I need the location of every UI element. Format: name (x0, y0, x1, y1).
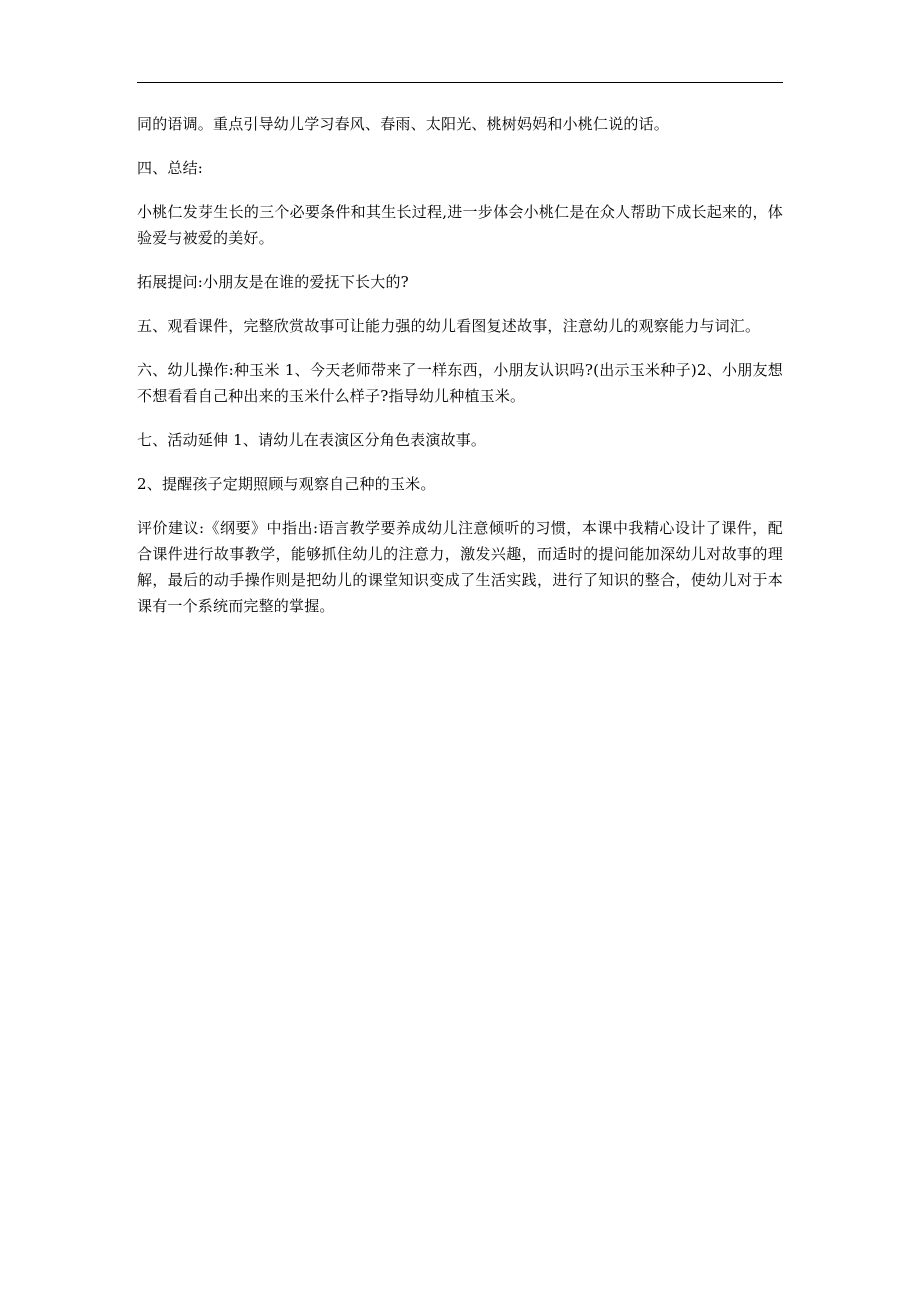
document-body (137, 111, 783, 637)
paragraph-intonation: 同的语调。重点引导幼儿学习春风、春雨、太阳光、桃树妈妈和小桃仁说的话。 (137, 115, 670, 133)
header-rule (137, 82, 783, 83)
paragraph-summary-heading: 四、总结: (137, 159, 204, 177)
paragraph-reminder: 2、提醒孩子定期照顾与观察自己种的玉米。 (137, 475, 436, 493)
paragraph-child-operation: 六、幼儿操作:种玉米 1、今天老师带来了一样东西，小朋友认识吗?(出示玉米种子)2、小朋友想不想看看自己种出来的玉米什么样子?指导幼儿种植玉米。 (137, 361, 783, 405)
paragraph-activity-extension: 七、活动延伸 1、请幼儿在表演区分角色表演故事。 (137, 431, 487, 449)
paragraph-evaluation: 评价建议:《纲要》中指出:语言教学要养成幼儿注意倾听的习惯，本课中我精心设计了课件，配合课件进行故事教学，能够抓住幼儿的注意力，激发兴趣，而适时的提问能加深幼儿对故事的理解，最后的动手操作则是把幼儿的课堂知识变成了生活实践，进行了知识的整合，使幼儿对于本课有一个系统而完整的掌握。 (137, 519, 783, 615)
paragraph-summary-body: 小桃仁发芽生长的三个必要条件和其生长过程,进一步体会小桃仁是在众人帮助下成长起来的，体验爱与被爱的美好。 (137, 203, 783, 247)
paragraph-watch-courseware: 五、观看课件，完整欣赏故事可让能力强的幼儿看图复述故事，注意幼儿的观察能力与词汇。 (137, 317, 761, 335)
paragraph-extension-question: 拓展提问:小朋友是在谁的爱抚下长大的? (137, 273, 409, 291)
